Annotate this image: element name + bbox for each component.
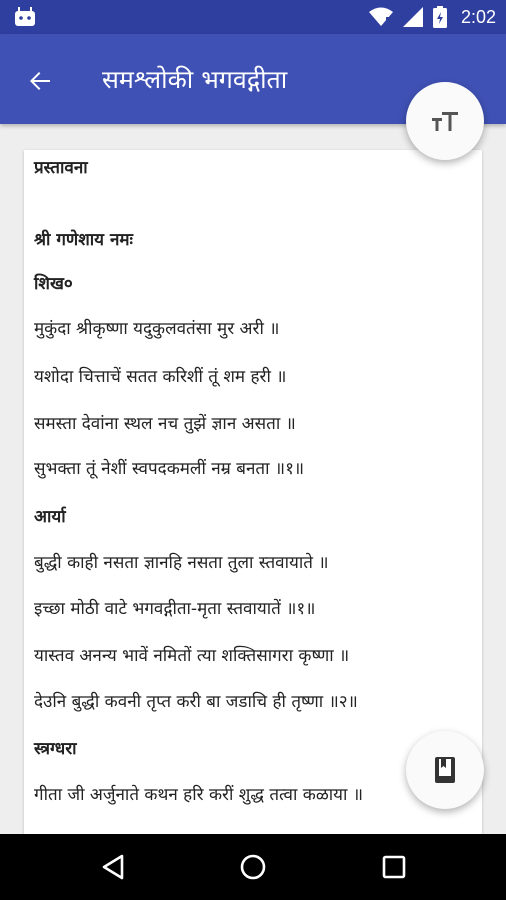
- doc-line: मुकुंदा श्रीकृष्णा यदुकुलवतंसा मुर अरी ॥: [34, 319, 280, 339]
- nav-home-button[interactable]: [233, 847, 273, 887]
- doc-line: देउनि बुद्धी कवनी तृप्त करी बा जडाचि ही तृष्णा ॥२॥: [34, 692, 358, 712]
- nav-home-icon: [239, 853, 267, 881]
- signal-icon: [403, 7, 423, 27]
- book-icon: [433, 756, 457, 784]
- status-icons: [369, 0, 496, 34]
- status-bar: [0, 0, 506, 34]
- doc-heading: श्री गणेशाय नमः: [34, 230, 133, 250]
- status-time: 2:02: [460, 6, 496, 27]
- android-notification-icon: [14, 7, 36, 27]
- nav-back-icon: [100, 853, 126, 881]
- doc-heading: प्रस्तावना: [34, 158, 88, 178]
- back-button[interactable]: [20, 61, 60, 101]
- navigation-bar: [0, 834, 506, 900]
- arrow-back-icon: [28, 69, 52, 93]
- text-size-button[interactable]: [406, 82, 484, 160]
- wifi-icon: [369, 7, 393, 27]
- doc-line: गीता जी अर्जुनाते कथन हरि करीं शुद्ध तत्वा कळाया ॥: [34, 785, 364, 805]
- book-button[interactable]: [406, 731, 484, 809]
- doc-line: सुभक्ता तूं नेशीं स्वपदकमलीं नम्र बनता ॥१॥: [34, 459, 305, 479]
- nav-recents-button[interactable]: [374, 847, 414, 887]
- battery-icon: [433, 6, 447, 28]
- doc-line: बुद्धी काही नसता ज्ञानहि नसता तुला स्तवायाते ॥: [34, 553, 329, 573]
- document-card: [24, 150, 482, 834]
- doc-line: इच्छा मोठी वाटे भगवद्गीता-मृता स्तवायातें ॥१॥: [34, 599, 316, 619]
- doc-heading: शिख०: [34, 274, 73, 294]
- doc-line: समस्ता देवांना स्थल नच तुझें ज्ञान असता ॥: [34, 414, 296, 434]
- doc-line: यशोदा चित्ताचें सतत करिशीं तूं शम हरी ॥: [34, 367, 287, 387]
- doc-heading: स्त्रग्धरा: [34, 739, 77, 759]
- doc-line: यास्तव अनन्य भावें नमितों त्या शक्तिसागरा कृष्णा ॥: [34, 646, 350, 666]
- text-size-icon: [430, 109, 460, 133]
- doc-heading: आर्या: [34, 507, 66, 527]
- nav-back-button[interactable]: [93, 847, 133, 887]
- page-title: समश्लोकी भगवद्गीता: [102, 65, 288, 94]
- nav-recents-icon: [382, 855, 406, 879]
